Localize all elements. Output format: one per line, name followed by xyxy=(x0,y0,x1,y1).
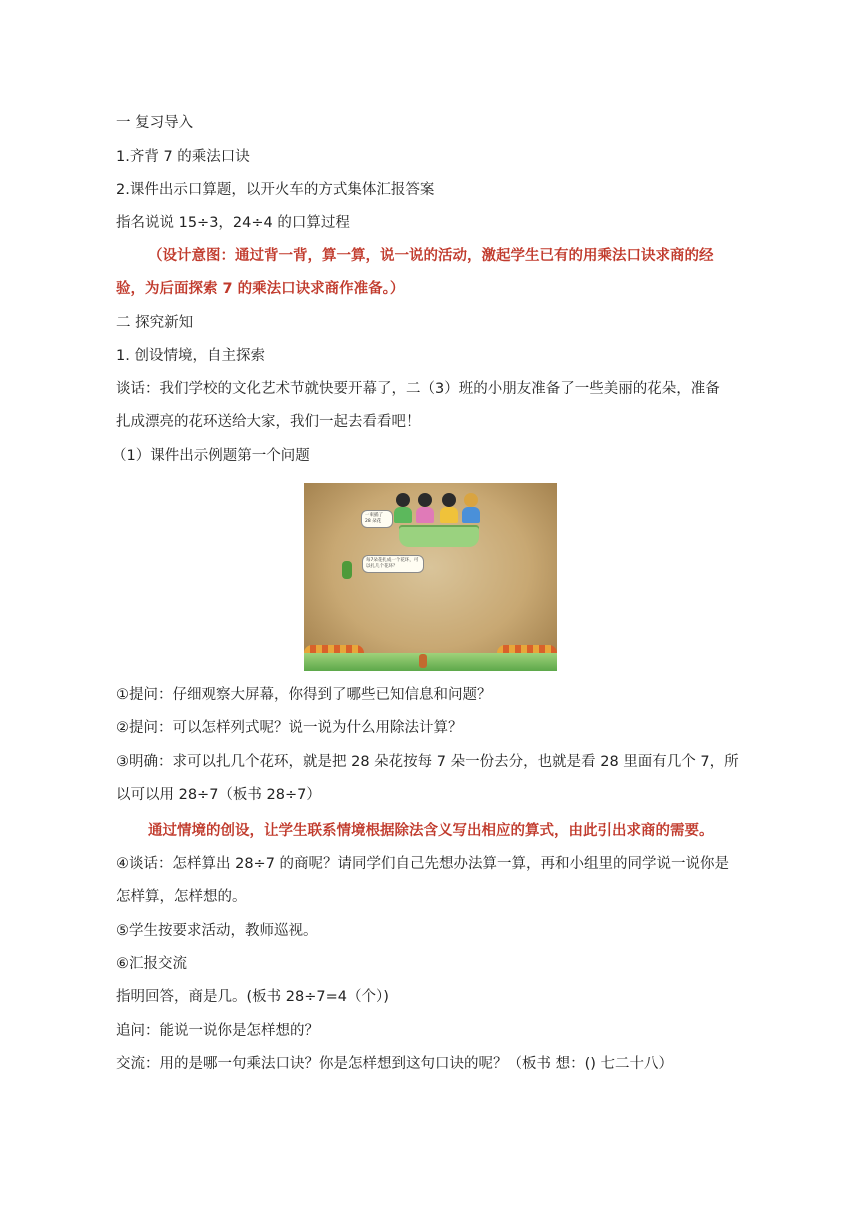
child-figure xyxy=(416,493,434,523)
child-figure xyxy=(394,493,412,523)
section-heading-review: 一 复习导入 xyxy=(116,115,194,131)
child-figure xyxy=(462,493,480,523)
design-intent-line-2: 验，为后面探索 7 的乘法口诀求商作准备。） xyxy=(116,281,405,297)
design-note: 通过情境的创设，让学生联系情境根据除法含义写出相应的算式，由此引出求商的需要。 xyxy=(148,823,714,839)
clarify-line-2: 以可以用 28÷7（板书 28÷7） xyxy=(116,787,321,803)
talk-line-1: 谈话：我们学校的文化艺术节就快要开幕了，二（3）班的小朋友准备了一些美丽的花朵，准备 xyxy=(116,381,720,397)
clarify-line-1: ③明确：求可以扎几个花环，就是把 28 朵花按每 7 朵一份去分，也就是看 28 里面有几个 7，所 xyxy=(116,754,739,770)
grass-strip xyxy=(304,653,557,671)
step-recite-table: 1.齐背 7 的乘法口诀 xyxy=(116,149,250,165)
step-explain-process: 指名说说 15÷3，24÷4 的口算过程 xyxy=(116,215,350,231)
speech-bubble-flowers: 一束插了 28 朵花 xyxy=(361,510,393,528)
step-create-scenario: 1. 创设情境，自主探索 xyxy=(116,348,265,364)
exchange-mnemonic: 交流：用的是哪一句乘法口诀？你是怎样想到这句口诀的呢？（板书 想：() 七二十八） xyxy=(116,1056,674,1072)
section-heading-explore: 二 探究新知 xyxy=(116,315,194,331)
talk-compute-line-2: 怎样算，怎样想的。 xyxy=(116,889,247,905)
lesson-illustration xyxy=(304,483,557,671)
talk-line-2: 扎成漂亮的花环送给大家，我们一起去看看吧！ xyxy=(116,414,421,430)
report-exchange: ⑥汇报交流 xyxy=(116,956,187,972)
frog-character xyxy=(342,561,352,579)
table-illustration xyxy=(399,525,479,547)
speech-bubble-question: 每7朵花扎成一个花环，可以扎几个花环？ xyxy=(362,555,424,573)
child-figure xyxy=(440,493,458,523)
design-intent-line-1: （设计意图：通过背一背，算一算，说一说的活动，激起学生已有的用乘法口诀求商的经 xyxy=(148,248,714,264)
step-oral-calc: 2.课件出示口算题，以开火车的方式集体汇报答案 xyxy=(116,182,435,198)
question-1: ①提问：仔细观察大屏幕，你得到了哪些已知信息和问题？ xyxy=(116,687,492,703)
show-example-problem: （1）课件出示例题第一个问题 xyxy=(112,448,310,464)
answer-quotient: 指明回答，商是几。(板书 28÷7=4（个）) xyxy=(116,989,389,1005)
student-activity: ⑤学生按要求活动，教师巡视。 xyxy=(116,923,318,939)
talk-compute-line-1: ④谈话：怎样算出 28÷7 的商呢？请同学们自己先想办法算一算，再和小组里的同学说一说你是 xyxy=(116,856,730,872)
small-character xyxy=(419,654,427,668)
question-2: ②提问：可以怎样列式呢？说一说为什么用除法计算？ xyxy=(116,720,463,736)
follow-up-question: 追问：能说一说你是怎样想的？ xyxy=(116,1023,319,1039)
